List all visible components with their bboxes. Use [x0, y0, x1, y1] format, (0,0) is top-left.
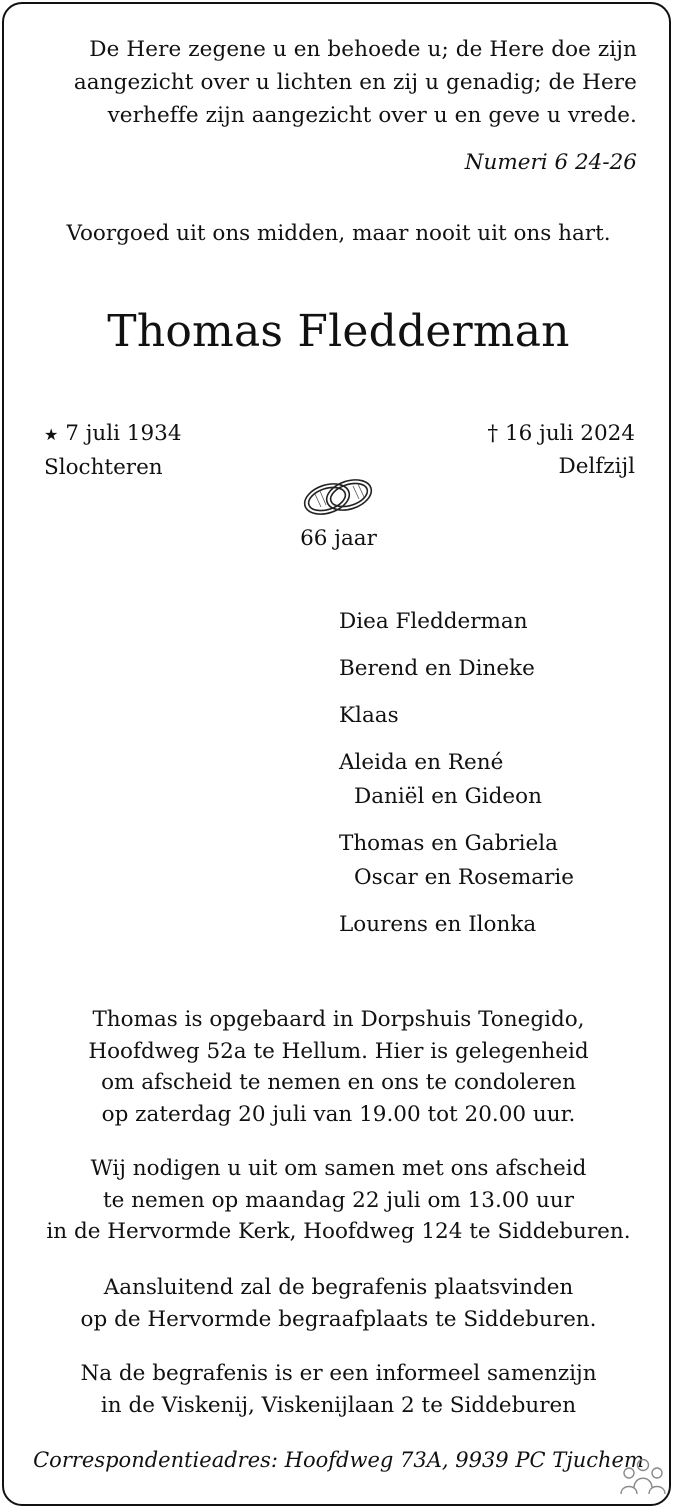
viewing-line: Thomas is opgebaard in Dorpshuis Tonegido, — [92, 1007, 585, 1032]
deceased-name: Thomas Fledderman — [107, 306, 570, 357]
death-place: Delfzijl — [558, 454, 635, 479]
family-list — [339, 605, 574, 955]
viewing-info — [0, 1004, 677, 1130]
family-member: Thomas en Gabriela — [339, 831, 558, 856]
correspondence-address: Correspondentieadres: Hoofdweg 73A, 9939 PC Tjuchem — [33, 1448, 644, 1472]
family-grandchildren: Oscar en Rosemarie — [354, 865, 575, 890]
gathering-info — [0, 1358, 677, 1421]
wedding-rings-icon — [301, 474, 377, 518]
burial-info — [0, 1272, 677, 1335]
family-entry — [339, 827, 574, 895]
service-line: in de Hervormde Kerk, Hoofdweg 124 te Siddeburen. — [46, 1219, 631, 1244]
family-entry — [339, 652, 574, 686]
gathering-line: in de Viskenij, Viskenijlaan 2 te Siddeburen — [100, 1392, 577, 1418]
viewing-line: om afscheid te nemen en ons te condoleren — [101, 1070, 576, 1095]
family-member: Klaas — [339, 703, 399, 728]
service-info — [0, 1153, 677, 1248]
birth-info — [44, 417, 182, 484]
blessing-line: aangezicht over u lichten en zij u genadig; de Here — [73, 70, 637, 95]
service-line: te nemen op maandag 22 juli om 13.00 uur — [103, 1187, 574, 1213]
death-date: 16 juli 2024 — [504, 421, 635, 446]
family-member: Lourens en Ilonka — [339, 912, 537, 937]
family-entry — [339, 908, 574, 942]
family-member: Berend en Dineke — [339, 656, 535, 681]
death-info — [487, 417, 635, 483]
family-entry — [339, 605, 574, 639]
viewing-line: op zaterdag 20 juli van 19.00 tot 20.00 uur. — [101, 1101, 576, 1127]
birth-date: 7 juli 1934 — [65, 421, 182, 446]
burial-line: Aansluitend zal de begrafenis plaatsvinden — [103, 1275, 574, 1300]
birth-place: Slochteren — [44, 455, 163, 480]
bible-reference: Numeri 6 24-26 — [464, 150, 637, 175]
married-years: 66 jaar — [300, 526, 377, 551]
service-line: Wij nodigen u uit om samen met ons afscheid — [90, 1156, 587, 1181]
blessing-line: De Here zegene u en behoede u; de Here doe zijn — [89, 37, 637, 62]
people-group-logo-icon — [619, 1456, 667, 1496]
star-icon: ★ — [44, 425, 59, 444]
gathering-line: Na de begrafenis is er een informeel samenzijn — [80, 1361, 597, 1386]
motto: Voorgoed uit ons midden, maar nooit uit ons hart. — [66, 221, 611, 246]
family-member: Diea Fledderman — [339, 609, 528, 634]
blessing-text — [74, 33, 637, 132]
blessing-line: verheffe zijn aangezicht over u en geve u vrede. — [107, 103, 637, 128]
viewing-line: Hoofdweg 52a te Hellum. Hier is gelegenheid — [88, 1038, 589, 1064]
family-grandchildren: Daniël en Gideon — [354, 784, 542, 809]
family-member: Aleida en René — [339, 750, 504, 775]
burial-line: op de Hervormde begraafplaats te Siddeburen. — [80, 1306, 597, 1332]
cross-icon: † — [487, 421, 499, 446]
family-entry — [339, 699, 574, 733]
family-entry — [339, 746, 574, 814]
